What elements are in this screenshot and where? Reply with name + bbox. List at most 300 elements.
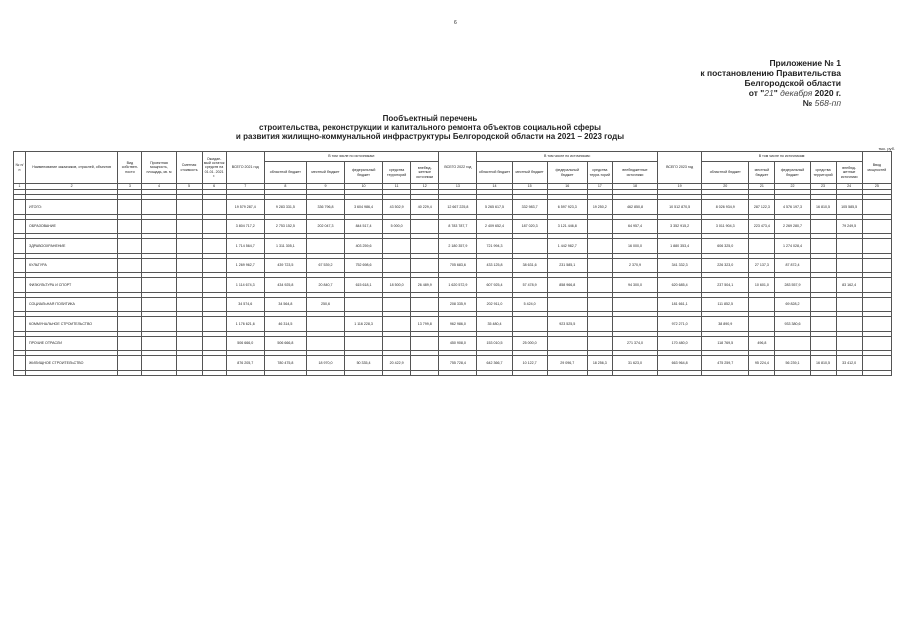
- row-number-cell: [14, 317, 26, 332]
- value-cell: 933 380,6: [775, 317, 810, 332]
- row-number-cell: [14, 336, 26, 351]
- empty-cell: [264, 370, 306, 375]
- column-number: 10: [345, 184, 383, 190]
- value-cell: [512, 317, 547, 332]
- empty-cell: [411, 370, 439, 375]
- appendix-date-year: 2020 г.: [814, 88, 841, 98]
- value-cell: [749, 297, 775, 312]
- table-row: [14, 297, 892, 312]
- value-cell: 153 010,5: [477, 336, 512, 351]
- value-cell: [587, 297, 612, 312]
- value-cell: [202, 258, 226, 273]
- value-cell: 642 366,7: [477, 356, 512, 371]
- value-cell: 231 585,1: [547, 258, 587, 273]
- value-cell: 187 020,3: [512, 219, 547, 234]
- appendix-number-value: 568-пп: [814, 98, 841, 108]
- value-cell: 433 125,8: [477, 258, 512, 273]
- value-cell: 780 475,8: [264, 356, 306, 371]
- header-2023-regional: областной бюджет: [702, 162, 749, 184]
- value-cell: [142, 317, 176, 332]
- value-cell: 10 601,0: [749, 278, 775, 293]
- value-cell: 10 512 870,5: [658, 200, 702, 215]
- row-number-cell: [14, 278, 26, 293]
- value-cell: 1 269 962,7: [226, 258, 264, 273]
- value-cell: 705 683,6: [439, 258, 477, 273]
- value-cell: 271 374,0: [612, 336, 657, 351]
- value-cell: [810, 278, 836, 293]
- value-cell: 439 723,5: [264, 258, 306, 273]
- table-row: [14, 219, 892, 234]
- table-row: [14, 200, 892, 215]
- empty-cell: [702, 370, 749, 375]
- value-cell: [202, 200, 226, 215]
- value-cell: [118, 297, 142, 312]
- value-cell: 1 114 674,3: [226, 278, 264, 293]
- value-cell: [202, 297, 226, 312]
- row-name: ОБРАЗОВАНИЕ: [26, 219, 118, 234]
- column-number: 11: [383, 184, 411, 190]
- value-cell: 876 205,7: [226, 356, 264, 371]
- value-cell: 858 966,8: [547, 278, 587, 293]
- value-cell: [547, 297, 587, 312]
- value-cell: 4 576 197,3: [775, 200, 810, 215]
- value-cell: 57 478,9: [512, 278, 547, 293]
- value-cell: 615 618,1: [345, 278, 383, 293]
- value-cell: 19 579 287,4: [226, 200, 264, 215]
- value-cell: [306, 317, 344, 332]
- value-cell: [749, 239, 775, 254]
- value-cell: 34 574,6: [226, 297, 264, 312]
- value-cell: 94 300,0: [612, 278, 657, 293]
- value-cell: [810, 258, 836, 273]
- column-number: 8: [264, 184, 306, 190]
- value-cell: [862, 336, 891, 351]
- row-number-cell: [14, 297, 26, 312]
- empty-cell: [383, 370, 411, 375]
- value-cell: 923 525,5: [547, 317, 587, 332]
- value-cell: 2 753 152,5: [264, 219, 306, 234]
- spacer-row: [14, 370, 892, 375]
- value-cell: 46 314,5: [264, 317, 306, 332]
- row-name: ПРОЧИЕ ОТРАСЛИ: [26, 336, 118, 351]
- appendix-date: от "21" декабря 2020 г.: [748, 88, 841, 98]
- header-2023-extrabudget: внебюд-жетные источники: [836, 162, 862, 184]
- value-cell: 50 335,4: [345, 356, 383, 371]
- value-cell: 1 880 353,4: [658, 239, 702, 254]
- value-cell: [547, 336, 587, 351]
- header-2021-federal: федеральный бюджет: [345, 162, 383, 184]
- header-2023-local: местный бюджет: [749, 162, 775, 184]
- value-cell: 34 564,8: [264, 297, 306, 312]
- header-sources-2023: В том числе по источникам:: [702, 152, 863, 162]
- value-cell: [749, 317, 775, 332]
- empty-cell: [477, 370, 512, 375]
- value-cell: [142, 239, 176, 254]
- header-total-2021: ВСЕГО 2021 год: [226, 152, 264, 184]
- column-number: 5: [176, 184, 202, 190]
- column-number: 17: [587, 184, 612, 190]
- header-total-2023: ВСЕГО 2023 год: [658, 152, 702, 184]
- value-cell: [202, 239, 226, 254]
- value-cell: [118, 317, 142, 332]
- value-cell: [202, 356, 226, 371]
- value-cell: [142, 200, 176, 215]
- value-cell: [176, 200, 202, 215]
- value-cell: 1 442 982,7: [547, 239, 587, 254]
- row-number-cell: [14, 239, 26, 254]
- value-cell: 283 557,9: [775, 278, 810, 293]
- value-cell: [118, 258, 142, 273]
- value-cell: [202, 219, 226, 234]
- column-number: 1: [14, 184, 26, 190]
- value-cell: 1 620 572,9: [439, 278, 477, 293]
- value-cell: 1 714 564,7: [226, 239, 264, 254]
- value-cell: 20 840,7: [306, 278, 344, 293]
- value-cell: 332 983,7: [512, 200, 547, 215]
- header-no: № п/п: [14, 152, 26, 184]
- value-cell: 1 176 621,6: [226, 317, 264, 332]
- value-cell: [345, 297, 383, 312]
- value-cell: 20 422,9: [383, 356, 411, 371]
- value-cell: 972 271,0: [658, 317, 702, 332]
- empty-cell: [345, 370, 383, 375]
- value-cell: 67 539,2: [306, 258, 344, 273]
- value-cell: 3 011 904,3: [702, 219, 749, 234]
- value-cell: 5 424,0: [512, 297, 547, 312]
- value-cell: 79 249,5: [836, 219, 862, 234]
- value-cell: [142, 336, 176, 351]
- value-cell: [810, 336, 836, 351]
- value-cell: [862, 200, 891, 215]
- value-cell: [383, 336, 411, 351]
- table-header-row-1: [14, 152, 892, 162]
- column-number: 18: [612, 184, 657, 190]
- empty-cell: [512, 370, 547, 375]
- value-cell: [411, 297, 439, 312]
- table-row: [14, 336, 892, 351]
- appendix-line-3: Белгородской области: [744, 78, 841, 88]
- value-cell: [176, 258, 202, 273]
- value-cell: 3 604 986,4: [345, 200, 383, 215]
- value-cell: 29 096,7: [547, 356, 587, 371]
- value-cell: 170 480,0: [658, 336, 702, 351]
- value-cell: 5 265 617,5: [477, 200, 512, 215]
- value-cell: 69 828,2: [775, 297, 810, 312]
- value-cell: [862, 219, 891, 234]
- value-cell: [810, 297, 836, 312]
- value-cell: 287 122,3: [749, 200, 775, 215]
- value-cell: 8 783 787,7: [439, 219, 477, 234]
- header-2022-federal: федеральный бюджет: [547, 162, 587, 184]
- value-cell: 31 623,0: [612, 356, 657, 371]
- value-cell: [176, 219, 202, 234]
- empty-cell: [142, 370, 176, 375]
- column-number: 7: [226, 184, 264, 190]
- empty-cell: [749, 370, 775, 375]
- value-cell: [862, 278, 891, 293]
- column-number: 6: [202, 184, 226, 190]
- header-2021-local: местный бюджет: [306, 162, 344, 184]
- header-expected: Ожидае-мый остаток средств на 01.01. 2021 г.: [202, 152, 226, 184]
- value-cell: 118 769,5: [702, 336, 749, 351]
- column-number: 24: [836, 184, 862, 190]
- header-2023-federal: федеральный бюджет: [775, 162, 810, 184]
- row-name: ИТОГО:: [26, 200, 118, 215]
- value-cell: 434 925,8: [264, 278, 306, 293]
- value-cell: [306, 336, 344, 351]
- value-cell: 19 250,2: [587, 200, 612, 215]
- value-cell: 64 957,4: [612, 219, 657, 234]
- value-cell: [587, 219, 612, 234]
- value-cell: [775, 336, 810, 351]
- value-cell: [202, 278, 226, 293]
- value-cell: 663 964,8: [658, 356, 702, 371]
- value-cell: [836, 258, 862, 273]
- row-number-cell: [14, 356, 26, 371]
- value-cell: [587, 317, 612, 332]
- value-cell: [411, 336, 439, 351]
- value-cell: 606 325,0: [702, 239, 749, 254]
- value-cell: 2 370,9: [612, 258, 657, 273]
- column-number: 15: [512, 184, 547, 190]
- value-cell: 10 122,7: [512, 356, 547, 371]
- row-number-cell: [14, 200, 26, 215]
- column-number: 22: [775, 184, 810, 190]
- column-number: 16: [547, 184, 587, 190]
- column-number: 23: [810, 184, 836, 190]
- value-cell: 6 597 923,3: [547, 200, 587, 215]
- value-cell: [587, 336, 612, 351]
- value-cell: 3 804 717,2: [226, 219, 264, 234]
- value-cell: [411, 258, 439, 273]
- value-cell: 87 872,4: [775, 258, 810, 273]
- value-cell: [142, 258, 176, 273]
- column-number: 12: [411, 184, 439, 190]
- value-cell: 450 908,0: [439, 336, 477, 351]
- header-2023-territorial: средства территорий: [810, 162, 836, 184]
- value-cell: [862, 239, 891, 254]
- header-sources-2022: В том числе по источникам:: [477, 152, 658, 162]
- value-cell: [810, 317, 836, 332]
- title-line-3: и развития жилищно-коммунальной инфраструктуры Белгородской области на 2021 – 2023 годы: [235, 132, 625, 141]
- value-cell: 38 631,6: [512, 258, 547, 273]
- value-cell: [383, 317, 411, 332]
- row-name: ЖИЛИЩНОЕ СТРОИТЕЛЬСТВО: [26, 356, 118, 371]
- row-number-cell: [14, 219, 26, 234]
- value-cell: 620 685,4: [658, 278, 702, 293]
- value-cell: 16 810,5: [810, 200, 836, 215]
- empty-cell: [587, 370, 612, 375]
- row-name: СОЦИАЛЬНАЯ ПОЛИТИКА: [26, 297, 118, 312]
- header-2022-regional: областной бюджет: [477, 162, 512, 184]
- value-cell: [383, 239, 411, 254]
- value-cell: 35 480,4: [477, 317, 512, 332]
- value-cell: [176, 239, 202, 254]
- value-cell: 9 283 331,5: [264, 200, 306, 215]
- header-2021-extrabudget: внебюд-жетные источники: [411, 162, 439, 184]
- appendix-line-1: Приложение № 1: [769, 58, 841, 68]
- empty-cell: [26, 370, 118, 375]
- header-ownership: Вид собствен-ности: [118, 152, 142, 184]
- value-cell: 18 970,0: [306, 356, 344, 371]
- value-cell: 3 352 915,2: [658, 219, 702, 234]
- document-title: [170, 114, 690, 141]
- value-cell: [862, 317, 891, 332]
- value-cell: [411, 219, 439, 234]
- table-row: [14, 317, 892, 332]
- value-cell: 223 473,4: [749, 219, 775, 234]
- value-cell: 202 047,3: [306, 219, 344, 234]
- header-2021-regional: областной бюджет: [264, 162, 306, 184]
- value-cell: [176, 317, 202, 332]
- header-commission: Ввод мощностей: [862, 152, 891, 184]
- value-cell: [118, 219, 142, 234]
- value-cell: [118, 200, 142, 215]
- value-cell: 38 890,9: [702, 317, 749, 332]
- value-cell: [118, 278, 142, 293]
- appendix-line-2: к постановлению Правительства: [700, 68, 841, 78]
- value-cell: 27 137,3: [749, 258, 775, 273]
- value-cell: [862, 297, 891, 312]
- value-cell: 111 852,5: [702, 297, 749, 312]
- value-cell: 237 504,1: [702, 278, 749, 293]
- value-cell: [118, 239, 142, 254]
- empty-cell: [810, 370, 836, 375]
- value-cell: 16 810,5: [810, 356, 836, 371]
- empty-cell: [118, 370, 142, 375]
- value-cell: 1 311 305,1: [264, 239, 306, 254]
- column-number: 19: [658, 184, 702, 190]
- page-number: 6: [454, 20, 457, 26]
- value-cell: 18 500,0: [383, 278, 411, 293]
- value-cell: [411, 356, 439, 371]
- header-total-2022: ВСЕГО 2022 год: [439, 152, 477, 184]
- value-cell: [411, 239, 439, 254]
- value-cell: 250,6: [306, 297, 344, 312]
- value-cell: 506 666,8: [264, 336, 306, 351]
- value-cell: 2 409 652,4: [477, 219, 512, 234]
- value-cell: 83 162,4: [836, 278, 862, 293]
- appendix-date-month: декабря: [780, 88, 813, 98]
- value-cell: [118, 336, 142, 351]
- title-line-1: Пообъектный перечень: [382, 114, 478, 123]
- value-cell: 844 517,4: [345, 219, 383, 234]
- empty-cell: [658, 370, 702, 375]
- row-number-cell: [14, 258, 26, 273]
- value-cell: 962 986,0: [439, 317, 477, 332]
- value-cell: 25 000,0: [512, 336, 547, 351]
- table-row: [14, 356, 892, 371]
- value-cell: 56 239,1: [775, 356, 810, 371]
- value-cell: 3 121 446,8: [547, 219, 587, 234]
- value-cell: [118, 356, 142, 371]
- value-cell: [810, 239, 836, 254]
- table-row: [14, 278, 892, 293]
- header-sources-2021: В том числе по источникам:: [264, 152, 439, 162]
- table-row: [14, 258, 892, 273]
- value-cell: [612, 297, 657, 312]
- value-cell: 16 000,0: [612, 239, 657, 254]
- value-cell: 12 667 225,8: [439, 200, 477, 215]
- column-number: 9: [306, 184, 344, 190]
- empty-cell: [226, 370, 264, 375]
- column-number: 3: [118, 184, 142, 190]
- value-cell: 202 911,0: [477, 297, 512, 312]
- value-cell: [306, 239, 344, 254]
- value-cell: [142, 297, 176, 312]
- value-cell: [176, 278, 202, 293]
- value-cell: [836, 239, 862, 254]
- value-cell: [810, 219, 836, 234]
- value-cell: 13 799,8: [411, 317, 439, 332]
- value-cell: [587, 258, 612, 273]
- header-name: Наименование заказчиков, отраслей, объектов: [26, 152, 118, 184]
- header-estimate: Сметная стоимость: [176, 152, 202, 184]
- value-cell: [202, 336, 226, 351]
- value-cell: 2 180 357,9: [439, 239, 477, 254]
- column-number: 25: [862, 184, 891, 190]
- empty-cell: [836, 370, 862, 375]
- column-number: 2: [26, 184, 118, 190]
- value-cell: 226 323,0: [702, 258, 749, 273]
- row-name: КОММУНАЛЬНОЕ СТРОИТЕЛЬСТВО: [26, 317, 118, 332]
- column-number: 13: [439, 184, 477, 190]
- appendix-header: [641, 58, 841, 108]
- value-cell: 95 224,4: [749, 356, 775, 371]
- value-cell: 506 666,0: [226, 336, 264, 351]
- value-cell: [612, 317, 657, 332]
- header-2022-territorial: средства терри-торий: [587, 162, 612, 184]
- header-2022-local: местный бюджет: [512, 162, 547, 184]
- table-row: [14, 239, 892, 254]
- value-cell: [142, 278, 176, 293]
- value-cell: 755 728,4: [439, 356, 477, 371]
- empty-cell: [775, 370, 810, 375]
- value-cell: 5 000,0: [383, 219, 411, 234]
- budget-table: [13, 151, 892, 376]
- empty-cell: [862, 370, 891, 375]
- appendix-date-day: 21: [764, 88, 774, 98]
- value-cell: [383, 297, 411, 312]
- empty-cell: [439, 370, 477, 375]
- value-cell: 607 925,4: [477, 278, 512, 293]
- empty-cell: [547, 370, 587, 375]
- value-cell: 462 850,8: [612, 200, 657, 215]
- value-cell: 43 502,9: [383, 200, 411, 215]
- value-cell: 105 585,5: [836, 200, 862, 215]
- column-number: 14: [477, 184, 512, 190]
- value-cell: [176, 297, 202, 312]
- empty-cell: [176, 370, 202, 375]
- column-number: 21: [749, 184, 775, 190]
- value-cell: 341 332,3: [658, 258, 702, 273]
- header-2021-territorial: средства территорий: [383, 162, 411, 184]
- value-cell: [862, 258, 891, 273]
- value-cell: 403 259,6: [345, 239, 383, 254]
- value-cell: 1 274 028,4: [775, 239, 810, 254]
- value-cell: [142, 356, 176, 371]
- empty-cell: [202, 370, 226, 375]
- row-name: ФИЗКУЛЬТУРА И СПОРТ: [26, 278, 118, 293]
- value-cell: 33 412,0: [836, 356, 862, 371]
- row-name: ЗДРАВООХРАНЕНИЕ: [26, 239, 118, 254]
- value-cell: 18 256,3: [587, 356, 612, 371]
- value-cell: [587, 239, 612, 254]
- value-cell: 2 269 280,7: [775, 219, 810, 234]
- value-cell: 181 661,1: [658, 297, 702, 312]
- value-cell: [383, 258, 411, 273]
- value-cell: [202, 317, 226, 332]
